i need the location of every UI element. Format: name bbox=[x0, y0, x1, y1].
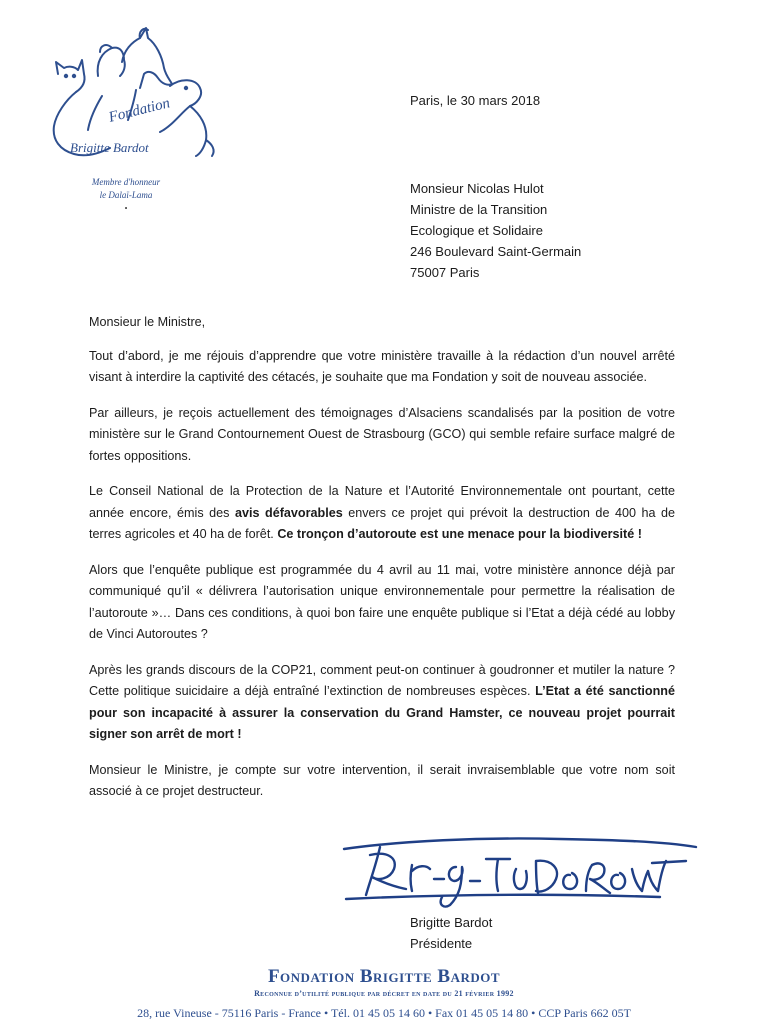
recipient-line: Monsieur Nicolas Hulot bbox=[410, 181, 544, 196]
recipient-line: 246 Boulevard Saint-Germain bbox=[410, 244, 582, 259]
footer-recognition-text: Reconnue d’utilité publique par décret en date du bbox=[254, 989, 455, 998]
foundation-logo bbox=[40, 22, 230, 172]
paragraph-6: Monsieur le Ministre, je compte sur votre intervention, il serait invraisemblable que votre nom soit associé à ce projet destructeur. bbox=[89, 762, 675, 798]
footer-recognition bbox=[0, 989, 768, 998]
footer-address: 28, rue Vineuse - 75116 Paris - France • Tél. 01 45 05 14 60 • Fax 01 45 05 14 80 • CCP Paris 662 05T bbox=[137, 1006, 631, 1020]
signer-block bbox=[410, 912, 492, 954]
logo-text-fondation: Fondation bbox=[107, 95, 172, 126]
paragraph-5-bold: L’Etat a été sanctionné pour son incapacité à assurer la conservation du Grand Hamster, ce nouveau projet pourrait signer son arrêt de mort ! bbox=[89, 684, 675, 741]
paragraph-1: Tout d’abord, je me réjouis d’apprendre que votre ministère travaille à la rédaction d’un nouvel arrêté visant à interdire la captivité des cétacés, je souhaite que ma Fondation y soit de nouveau associée. bbox=[89, 348, 675, 384]
footer-organization: Fondation Brigitte Bardot bbox=[267, 966, 501, 987]
letterhead-footer bbox=[0, 966, 768, 1021]
paragraph-3-bold-threat: Ce tronçon d’autoroute est une menace pour la biodiversité ! bbox=[277, 527, 642, 541]
honorary-member-name: le Dalaï-Lama bbox=[99, 190, 153, 200]
letter-body bbox=[89, 312, 675, 817]
recipient-line: Ministre de la Transition bbox=[410, 202, 548, 217]
honorary-dot: • bbox=[124, 204, 128, 213]
signer-title: Présidente bbox=[410, 936, 473, 951]
salutation: Monsieur le Ministre, bbox=[89, 315, 206, 329]
footer-recognition-date: 21 février 1992 bbox=[454, 989, 514, 998]
paragraph-3-text-2: envers ce projet qui prévoit la destruction de 400 ha de terres agricoles et 40 ha de forêt. bbox=[89, 505, 676, 541]
letter-date: Paris, le 30 mars 2018 bbox=[410, 93, 541, 108]
paragraph-3-text: Le Conseil National de la Protection de la Nature et l’Autorité Environnementale ont pourtant, cette année encore, émis des bbox=[89, 484, 675, 520]
paragraph-4: Alors que l’enquête publique est programmée du 4 avril au 11 mai, votre ministère annonce déjà par communiqué qu’il « délivrera l’autorisation unique environnementale pour permettre la réalisation de l’autoroute »… Dans ces conditions, à quoi bon faire une enquête publique si l’Etat a déjà cédé au lobby de Vinci Autoroutes ? bbox=[89, 562, 675, 641]
signer-name: Brigitte Bardot bbox=[410, 915, 493, 930]
honorary-member-label: Membre d'honneur bbox=[91, 177, 161, 187]
paragraph-3-bold-opinion: avis défavorables bbox=[234, 505, 343, 520]
foundation-logo-drawing bbox=[40, 22, 230, 172]
handwritten-signature bbox=[340, 835, 700, 915]
honorary-member bbox=[86, 176, 166, 215]
recipient-line: Ecologique et Solidaire bbox=[410, 223, 543, 238]
paragraph-5-text: Après les grands discours de la COP21, comment peut-on continuer à goudronner et mutiler la nature ? Cette politique suicidaire a déjà entraîné l’extinction de nombreuses espèces. bbox=[89, 662, 675, 698]
paragraph-2: Par ailleurs, je reçois actuellement des témoignages d’Alsaciens scandalisés par la position de votre ministère sur le Grand Contournement Ouest de Strasbourg (GCO) qui semble refaire surface malgré de fortes oppositions. bbox=[89, 405, 675, 463]
paragraph-5 bbox=[89, 660, 675, 746]
paragraph-3 bbox=[89, 481, 675, 546]
recipient-line: 75007 Paris bbox=[410, 265, 480, 280]
logo-text-brigitte-bardot: Brigitte Bardot bbox=[70, 140, 149, 155]
signature-drawing bbox=[340, 835, 700, 915]
recipient-address bbox=[410, 178, 581, 283]
